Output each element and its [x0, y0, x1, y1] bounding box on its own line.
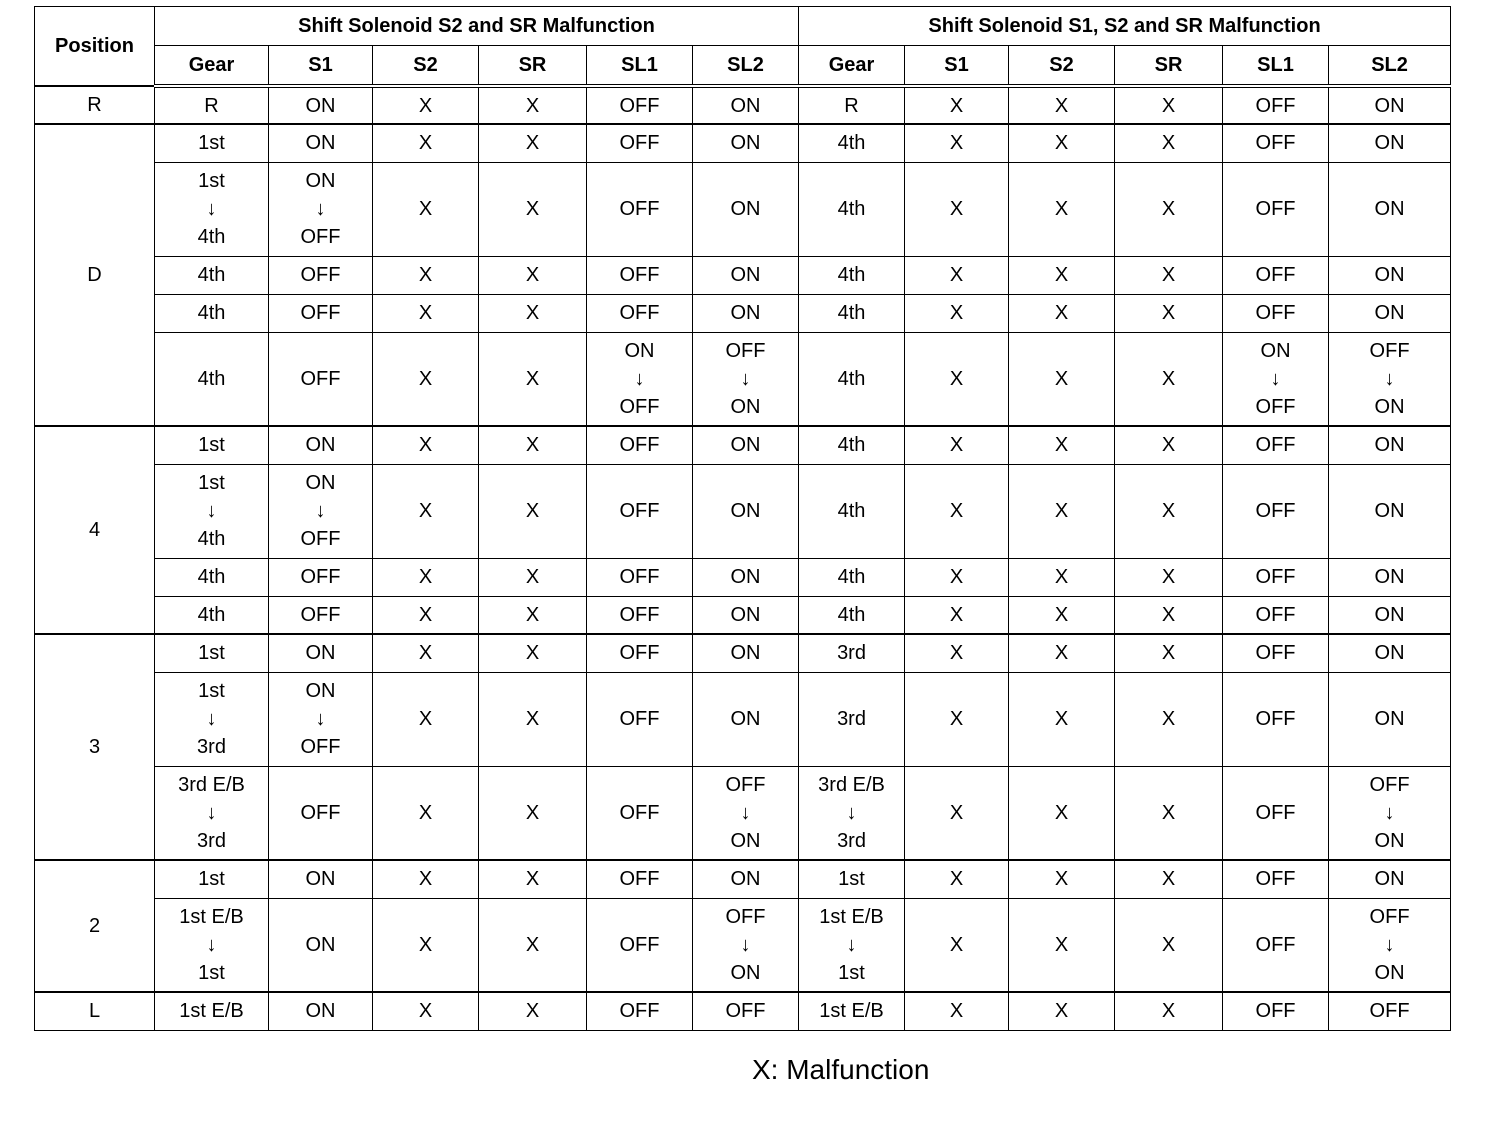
gear-cell: 1st	[799, 860, 905, 898]
solenoid-state-cell: OFF	[1223, 256, 1329, 294]
solenoid-state-cell: X	[479, 256, 587, 294]
solenoid-state-cell: X	[1009, 464, 1115, 558]
gear-cell: 4th	[155, 596, 269, 634]
solenoid-state-cell: ON ↓ OFF	[269, 162, 373, 256]
solenoid-state-cell: X	[905, 332, 1009, 426]
column-header: S2	[1009, 46, 1115, 87]
gear-cell: 1st	[155, 860, 269, 898]
gear-cell: 4th	[799, 426, 905, 464]
solenoid-state-cell: OFF	[1223, 898, 1329, 992]
solenoid-state-cell: X	[905, 86, 1009, 124]
position-cell: R	[35, 86, 155, 124]
solenoid-state-cell: ON	[693, 672, 799, 766]
gear-cell: 1st E/B	[155, 992, 269, 1030]
table-row	[35, 426, 1451, 464]
solenoid-state-cell: OFF	[587, 464, 693, 558]
legend-note: X: Malfunction	[752, 1054, 930, 1085]
solenoid-state-cell: OFF	[269, 596, 373, 634]
solenoid-state-cell: X	[905, 124, 1009, 162]
solenoid-state-cell: X	[373, 672, 479, 766]
solenoid-state-cell: X	[479, 426, 587, 464]
header-group-s1-s2-sr: Shift Solenoid S1, S2 and SR Malfunction	[799, 7, 1451, 46]
solenoid-state-cell: OFF ↓ ON	[1329, 766, 1451, 860]
column-header: SL2	[693, 46, 799, 87]
solenoid-state-cell: X	[479, 596, 587, 634]
solenoid-state-cell: X	[373, 596, 479, 634]
solenoid-state-cell: X	[905, 464, 1009, 558]
solenoid-state-cell: ON ↓ OFF	[587, 332, 693, 426]
solenoid-state-cell: ON	[1329, 464, 1451, 558]
gear-cell: 1st ↓ 4th	[155, 464, 269, 558]
solenoid-state-cell: X	[1115, 86, 1223, 124]
solenoid-state-cell: X	[373, 558, 479, 596]
solenoid-state-cell: OFF	[1223, 860, 1329, 898]
solenoid-state-cell: X	[1115, 898, 1223, 992]
gear-cell: 1st ↓ 4th	[155, 162, 269, 256]
solenoid-state-cell: OFF	[587, 426, 693, 464]
solenoid-state-cell: X	[479, 766, 587, 860]
solenoid-state-cell: X	[1115, 426, 1223, 464]
solenoid-state-cell: X	[1009, 672, 1115, 766]
column-header: SL1	[587, 46, 693, 87]
solenoid-state-cell: OFF	[587, 558, 693, 596]
table-row	[35, 332, 1451, 426]
gear-cell: R	[155, 86, 269, 124]
solenoid-state-cell: X	[373, 898, 479, 992]
solenoid-state-cell: ON	[269, 860, 373, 898]
gear-cell: 4th	[799, 332, 905, 426]
gear-cell: 1st E/B ↓ 1st	[155, 898, 269, 992]
solenoid-state-cell: OFF	[587, 124, 693, 162]
solenoid-state-cell: OFF	[1223, 162, 1329, 256]
solenoid-state-cell: ON	[269, 86, 373, 124]
solenoid-state-cell: X	[373, 332, 479, 426]
solenoid-state-cell: X	[1115, 256, 1223, 294]
solenoid-state-cell: OFF	[269, 332, 373, 426]
solenoid-state-cell: X	[1009, 124, 1115, 162]
solenoid-state-cell: X	[479, 898, 587, 992]
solenoid-state-cell: OFF	[1223, 464, 1329, 558]
solenoid-state-cell: X	[373, 992, 479, 1030]
column-header: SR	[1115, 46, 1223, 87]
solenoid-state-cell: X	[905, 898, 1009, 992]
solenoid-state-cell: X	[1009, 634, 1115, 672]
solenoid-state-cell: X	[1009, 162, 1115, 256]
solenoid-state-cell: ON	[693, 256, 799, 294]
column-header: SL2	[1329, 46, 1451, 87]
solenoid-state-cell: X	[1009, 860, 1115, 898]
solenoid-state-cell: X	[1115, 672, 1223, 766]
solenoid-state-cell: OFF	[587, 596, 693, 634]
solenoid-state-cell: X	[905, 766, 1009, 860]
solenoid-state-cell: X	[1115, 558, 1223, 596]
solenoid-state-cell: OFF	[587, 992, 693, 1030]
solenoid-state-cell: X	[373, 86, 479, 124]
position-cell: L	[35, 992, 155, 1030]
table-row	[35, 672, 1451, 766]
solenoid-state-cell: ON	[269, 426, 373, 464]
column-header: S2	[373, 46, 479, 87]
position-cell: 4	[35, 426, 155, 634]
solenoid-state-cell: X	[373, 766, 479, 860]
solenoid-state-cell: X	[905, 256, 1009, 294]
gear-cell: R	[799, 86, 905, 124]
solenoid-state-cell: X	[479, 992, 587, 1030]
gear-cell: 4th	[155, 294, 269, 332]
solenoid-state-cell: OFF	[1223, 426, 1329, 464]
solenoid-state-cell: OFF	[587, 898, 693, 992]
solenoid-state-cell: X	[373, 124, 479, 162]
solenoid-state-cell: X	[1115, 992, 1223, 1030]
table-row	[35, 860, 1451, 898]
solenoid-state-cell: OFF	[587, 634, 693, 672]
solenoid-state-cell: X	[1009, 992, 1115, 1030]
table-row	[35, 162, 1451, 256]
solenoid-state-cell: ON ↓ OFF	[269, 672, 373, 766]
gear-cell: 4th	[799, 256, 905, 294]
column-header: SR	[479, 46, 587, 87]
solenoid-state-cell: OFF ↓ ON	[1329, 898, 1451, 992]
solenoid-state-cell: ON	[1329, 256, 1451, 294]
solenoid-state-cell: ON	[693, 464, 799, 558]
solenoid-state-cell: ON	[1329, 860, 1451, 898]
gear-cell: 4th	[155, 558, 269, 596]
solenoid-state-cell: X	[905, 992, 1009, 1030]
table-row	[35, 992, 1451, 1030]
solenoid-state-cell: ON	[693, 634, 799, 672]
table-row	[35, 898, 1451, 992]
gear-cell: 1st	[155, 124, 269, 162]
solenoid-state-cell: X	[1009, 766, 1115, 860]
solenoid-state-cell: OFF	[1223, 634, 1329, 672]
solenoid-state-cell: X	[1115, 294, 1223, 332]
solenoid-state-cell: X	[479, 332, 587, 426]
solenoid-state-cell: OFF ↓ ON	[693, 766, 799, 860]
solenoid-state-cell: X	[1009, 86, 1115, 124]
solenoid-state-cell: ON	[1329, 86, 1451, 124]
solenoid-state-cell: ON	[693, 596, 799, 634]
solenoid-state-cell: OFF	[587, 256, 693, 294]
solenoid-state-cell: X	[1009, 426, 1115, 464]
solenoid-state-cell: X	[1115, 464, 1223, 558]
gear-cell: 1st	[155, 634, 269, 672]
table-row	[35, 464, 1451, 558]
solenoid-state-cell: X	[1009, 898, 1115, 992]
table-row	[35, 558, 1451, 596]
solenoid-state-cell: X	[1115, 634, 1223, 672]
solenoid-state-cell: ON	[693, 426, 799, 464]
solenoid-state-cell: X	[1009, 256, 1115, 294]
solenoid-state-cell: X	[479, 672, 587, 766]
position-cell: D	[35, 124, 155, 426]
solenoid-state-cell: X	[905, 294, 1009, 332]
gear-cell: 4th	[155, 332, 269, 426]
subheader-row	[35, 46, 1451, 87]
solenoid-state-cell: X	[905, 596, 1009, 634]
solenoid-malfunction-table	[34, 6, 1451, 1031]
solenoid-state-cell: X	[1115, 766, 1223, 860]
solenoid-state-cell: OFF	[1223, 596, 1329, 634]
solenoid-state-cell: OFF	[1223, 558, 1329, 596]
solenoid-state-cell: OFF	[587, 86, 693, 124]
solenoid-state-cell: OFF ↓ ON	[1329, 332, 1451, 426]
table-row	[35, 766, 1451, 860]
solenoid-state-cell: ON ↓ OFF	[269, 464, 373, 558]
solenoid-state-cell: OFF	[1223, 992, 1329, 1030]
column-header: SL1	[1223, 46, 1329, 87]
gear-cell: 4th	[799, 124, 905, 162]
table-row	[35, 634, 1451, 672]
solenoid-state-cell: X	[1115, 860, 1223, 898]
gear-cell: 4th	[799, 162, 905, 256]
column-header: S1	[269, 46, 373, 87]
solenoid-state-cell: X	[373, 162, 479, 256]
solenoid-state-cell: OFF	[587, 860, 693, 898]
solenoid-state-cell: X	[373, 464, 479, 558]
solenoid-state-cell: X	[373, 860, 479, 898]
position-cell: 2	[35, 860, 155, 992]
solenoid-state-cell: OFF	[1223, 124, 1329, 162]
solenoid-state-cell: OFF	[587, 766, 693, 860]
solenoid-state-cell: ON	[1329, 596, 1451, 634]
solenoid-state-cell: OFF	[1223, 294, 1329, 332]
solenoid-state-cell: OFF ↓ ON	[693, 332, 799, 426]
solenoid-state-cell: X	[905, 426, 1009, 464]
solenoid-state-cell: X	[373, 256, 479, 294]
solenoid-state-cell: ON	[269, 898, 373, 992]
solenoid-state-cell: OFF	[1223, 86, 1329, 124]
table-body	[35, 86, 1451, 1030]
solenoid-state-cell: X	[905, 672, 1009, 766]
position-cell: 3	[35, 634, 155, 860]
solenoid-state-cell: ON	[1329, 426, 1451, 464]
solenoid-state-cell: ON	[693, 124, 799, 162]
table-row	[35, 294, 1451, 332]
table-row	[35, 596, 1451, 634]
gear-cell: 1st ↓ 3rd	[155, 672, 269, 766]
solenoid-state-cell: X	[479, 464, 587, 558]
solenoid-state-cell: OFF ↓ ON	[693, 898, 799, 992]
gear-cell: 4th	[799, 558, 905, 596]
solenoid-state-cell: ON	[1329, 634, 1451, 672]
solenoid-state-cell: X	[905, 860, 1009, 898]
solenoid-state-cell: ON	[693, 558, 799, 596]
solenoid-state-cell: X	[1009, 596, 1115, 634]
solenoid-state-cell: X	[479, 162, 587, 256]
solenoid-state-cell: X	[905, 634, 1009, 672]
gear-cell: 1st	[155, 426, 269, 464]
solenoid-state-cell: OFF	[1223, 672, 1329, 766]
solenoid-state-cell: ON	[1329, 558, 1451, 596]
solenoid-state-cell: ON	[1329, 672, 1451, 766]
gear-cell: 3rd	[799, 634, 905, 672]
solenoid-state-cell: X	[1115, 124, 1223, 162]
solenoid-state-cell: OFF	[1223, 766, 1329, 860]
solenoid-state-cell: ON	[1329, 162, 1451, 256]
solenoid-state-cell: ON	[693, 86, 799, 124]
solenoid-state-cell: OFF	[269, 766, 373, 860]
solenoid-state-cell: ON	[693, 162, 799, 256]
solenoid-state-cell: X	[479, 634, 587, 672]
solenoid-state-cell: OFF	[269, 294, 373, 332]
gear-cell: 1st E/B ↓ 1st	[799, 898, 905, 992]
solenoid-state-cell: ON ↓ OFF	[1223, 332, 1329, 426]
solenoid-state-cell: X	[479, 294, 587, 332]
solenoid-state-cell: OFF	[1329, 992, 1451, 1030]
solenoid-state-cell: X	[479, 558, 587, 596]
gear-cell: 3rd	[799, 672, 905, 766]
solenoid-state-cell: OFF	[269, 256, 373, 294]
gear-cell: 4th	[155, 256, 269, 294]
gear-cell: 1st E/B	[799, 992, 905, 1030]
table-row	[35, 256, 1451, 294]
gear-cell: 4th	[799, 596, 905, 634]
gear-cell: 3rd E/B ↓ 3rd	[799, 766, 905, 860]
solenoid-state-cell: X	[1115, 596, 1223, 634]
solenoid-state-cell: ON	[269, 124, 373, 162]
column-header: Gear	[155, 46, 269, 87]
column-header: Gear	[799, 46, 905, 87]
solenoid-state-cell: OFF	[269, 558, 373, 596]
solenoid-state-cell: ON	[693, 294, 799, 332]
solenoid-state-cell: X	[905, 162, 1009, 256]
solenoid-state-cell: X	[1009, 332, 1115, 426]
solenoid-state-cell: ON	[693, 860, 799, 898]
solenoid-state-cell: X	[373, 294, 479, 332]
solenoid-state-cell: X	[1009, 558, 1115, 596]
solenoid-state-cell: OFF	[587, 672, 693, 766]
header-position: Position	[35, 7, 155, 87]
solenoid-state-cell: X	[905, 558, 1009, 596]
solenoid-state-cell: X	[1115, 332, 1223, 426]
column-header: S1	[905, 46, 1009, 87]
solenoid-state-cell: X	[479, 86, 587, 124]
gear-cell: 4th	[799, 294, 905, 332]
gear-cell: 4th	[799, 464, 905, 558]
solenoid-state-cell: ON	[1329, 124, 1451, 162]
solenoid-state-cell: ON	[269, 634, 373, 672]
solenoid-state-cell: OFF	[693, 992, 799, 1030]
solenoid-state-cell: X	[1115, 162, 1223, 256]
gear-cell: 3rd E/B ↓ 3rd	[155, 766, 269, 860]
table-row	[35, 86, 1451, 124]
solenoid-state-cell: ON	[269, 992, 373, 1030]
header-group-s2-sr: Shift Solenoid S2 and SR Malfunction	[155, 7, 799, 46]
solenoid-state-cell: OFF	[587, 294, 693, 332]
solenoid-state-cell: X	[373, 634, 479, 672]
solenoid-state-cell: X	[373, 426, 479, 464]
solenoid-state-cell: X	[479, 124, 587, 162]
table-row	[35, 124, 1451, 162]
solenoid-state-cell: ON	[1329, 294, 1451, 332]
solenoid-state-cell: X	[1009, 294, 1115, 332]
solenoid-state-cell: X	[479, 860, 587, 898]
solenoid-state-cell: OFF	[587, 162, 693, 256]
